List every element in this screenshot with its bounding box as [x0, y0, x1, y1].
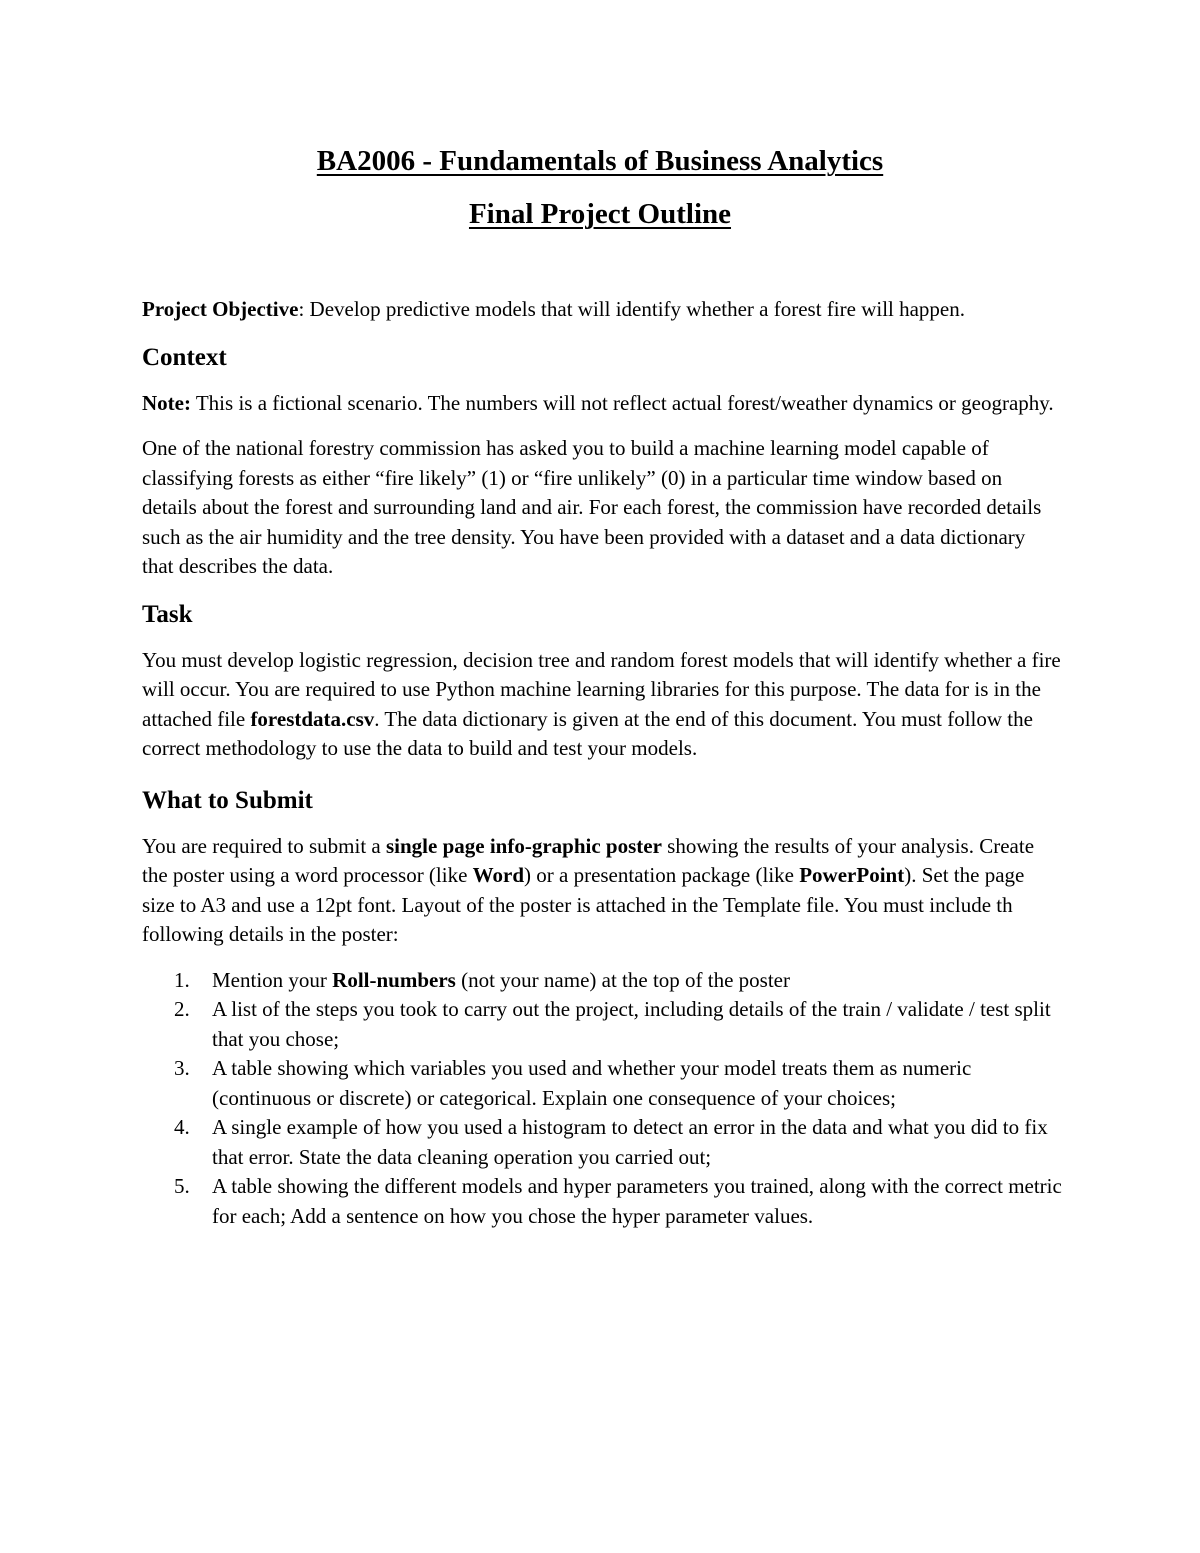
task-heading: Task — [142, 600, 193, 628]
list-item-number: 2. — [174, 997, 190, 1021]
list-item — [142, 1172, 1062, 1231]
list-item-text: A table showing the different models and hyper parameters you trained, along with the correct metric for each; Add a sentence on how you chose the hyper parameter values. — [212, 1174, 1062, 1228]
list-item — [142, 995, 1062, 1054]
task-file-name: forestdata.csv — [250, 706, 375, 731]
submit-intro-bold-1: single page info-graphic poster — [386, 833, 662, 858]
list-item — [142, 966, 1062, 996]
list-item-text — [212, 966, 1062, 996]
submit-intro-3: ) or a presentation package (like — [524, 863, 800, 887]
list-item — [142, 1113, 1062, 1172]
task-text-2: . The data dictionary is given at the end of this document. You must follow the correct methodology to use the data to build and test your models. — [142, 706, 1033, 760]
document-title: Final Project Outline — [468, 198, 732, 230]
list-item-number: 3. — [174, 1056, 190, 1080]
list-item-bold: Roll-numbers — [332, 967, 456, 992]
note-label: Note: — [142, 390, 191, 415]
objective-label: Project Objective — [142, 297, 299, 321]
submit-intro-2: showing the results of your analysis. Create the poster using a word processor (like — [142, 833, 1035, 887]
task-text-1: You must develop logistic regression, decision tree and random forest models that will identify whether a fire will occur. You are required to use Python machine learning libraries for this purpose. The data for is in the attached file — [142, 647, 1061, 731]
submit-intro-1: You are required to submit a — [142, 833, 386, 858]
list-item-text-b: (not your name) at the top of the poster — [455, 967, 790, 992]
list-item — [142, 1054, 1062, 1113]
list-item-number: 1. — [174, 967, 190, 992]
context-note — [142, 389, 1062, 419]
requirements-list — [142, 966, 1062, 1232]
list-item-text-a: Mention your — [212, 967, 333, 992]
submit-intro-bold-2: Word — [472, 863, 525, 887]
submit-intro-4: ). Set the page size to A3 and use a 12pt font. Layout of the poster is attached in the Template file. You must include th following details in the poster: — [142, 863, 1025, 946]
task-body — [142, 646, 1062, 764]
project-objective — [142, 295, 1062, 325]
context-body: One of the national forestry commission has asked you to build a machine learning model capable of classifying forests as either “fire likely” (1) or “fire unlikely” (0) in a particular time window based on details about the forest and surrounding land and air. For each forest, the commission have recorded details such as the air humidity and the tree density. You have been provided with a dataset and a data dictionary that describes the data. — [142, 436, 1042, 578]
list-item-text: A list of the steps you took to carry out the project, including details of the train / validate / test split that you chose; — [212, 997, 1051, 1051]
list-item-text: A single example of how you used a histogram to detect an error in the data and what you did to fix that error. State the data cleaning operation you carried out; — [212, 1115, 1048, 1169]
note-text: This is a fictional scenario. The numbers will not reflect actual forest/weather dynamics or geography. — [190, 390, 1054, 415]
list-item-text: A table showing which variables you used and whether your model treats them as numeric (continuous or discrete) or categorical. Explain one consequence of your choices; — [212, 1056, 972, 1110]
submit-intro-bold-3: PowerPoint — [799, 863, 905, 887]
submit-intro — [142, 832, 1062, 950]
context-heading: Context — [142, 343, 227, 371]
course-title: BA2006 - Fundamentals of Business Analytics — [316, 145, 884, 177]
list-item-number: 4. — [174, 1115, 190, 1139]
submit-heading: What to Submit — [142, 786, 313, 814]
objective-text: : Develop predictive models that will identify whether a forest fire will happen. — [298, 297, 965, 321]
list-item-number: 5. — [174, 1174, 190, 1198]
document-body — [142, 295, 1062, 1231]
